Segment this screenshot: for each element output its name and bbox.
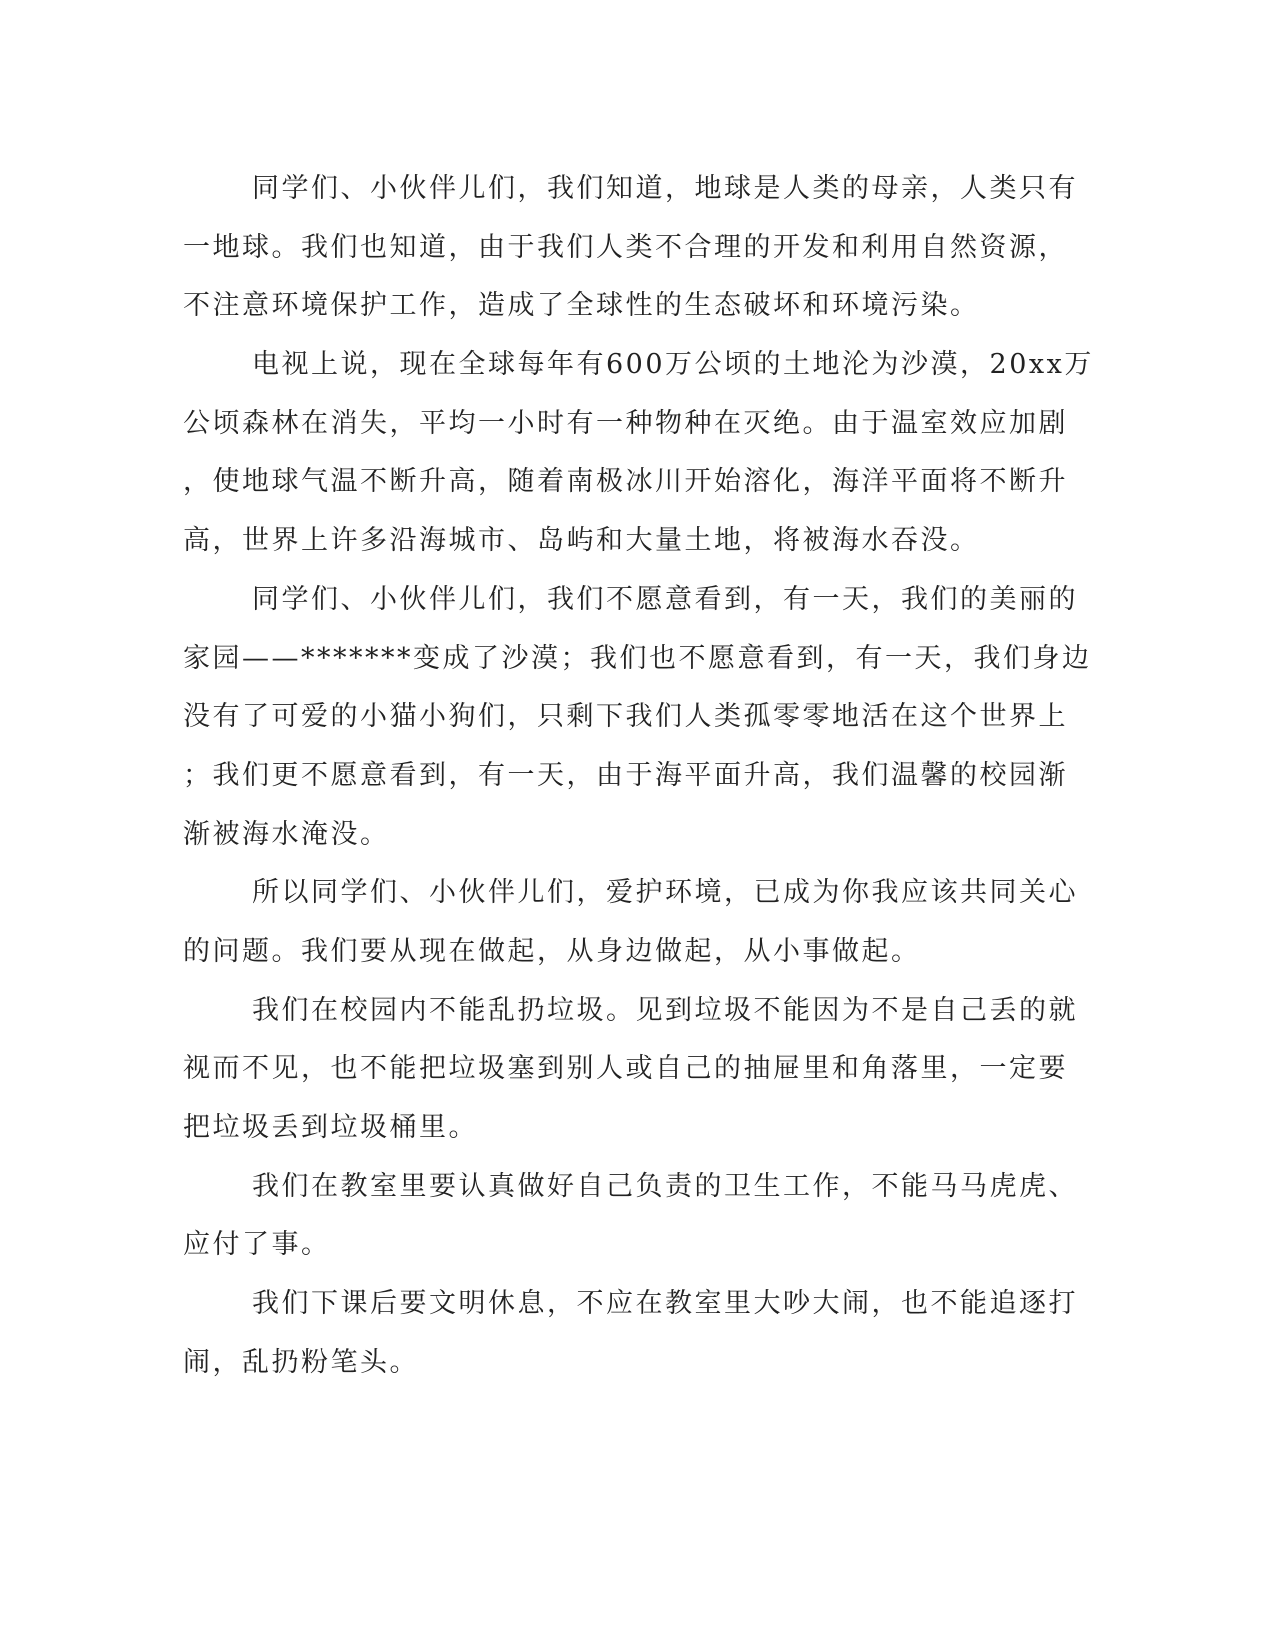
text-line: 家园——*******变成了沙漠；我们也不愿意看到，有一天，我们身边	[183, 642, 1092, 674]
text-line: 把垃圾丢到垃圾桶里。	[183, 1112, 478, 1143]
text-line: 我们下课后要文明休息，不应在教室里大吵大闹，也不能追逐打	[252, 1288, 1078, 1320]
text-line: 我们在教室里要认真做好自己负责的卫生工作，不能马马虎虎、	[252, 1170, 1078, 1202]
text-line: 我们在校园内不能乱扔垃圾。见到垃圾不能因为不是自己丢的就	[252, 994, 1078, 1026]
text-line: 没有了可爱的小猫小狗们，只剩下我们人类孤零零地活在这个世界上	[183, 701, 1068, 733]
text-line: ；我们更不愿意看到，有一天，由于海平面升高，我们温馨的校园渐	[183, 759, 1068, 791]
text-line: 公顷森林在消失，平均一小时有一种物种在灭绝。由于温室效应加剧	[183, 407, 1068, 439]
document-body	[183, 160, 1094, 1392]
text-line: ，使地球气温不断升高，随着南极冰川开始溶化，海洋平面将不断升	[183, 466, 1068, 498]
text-line: 同学们、小伙伴儿们，我们不愿意看到，有一天，我们的美丽的	[252, 583, 1078, 615]
text-line: 应付了事。	[183, 1229, 331, 1261]
text-line: 闹，乱扔粉笔头。	[183, 1346, 419, 1378]
text-line: 渐被海水淹没。	[183, 818, 390, 850]
text-line: 高，世界上许多沿海城市、岛屿和大量土地，将被海水吞没。	[183, 525, 980, 557]
text-line: 不注意环境保护工作，造成了全球性的生态破坏和环境污染。	[183, 290, 980, 322]
text-line: 的问题。我们要从现在做起，从身边做起，从小事做起。	[183, 935, 921, 967]
text-line: 一地球。我们也知道，由于我们人类不合理的开发和利用自然资源，	[183, 231, 1068, 263]
text-line: 电视上说，现在全球每年有600万公顷的土地沦为沙漠，20xx万	[252, 349, 1094, 381]
text-line: 所以同学们、小伙伴儿们，爱护环境，已成为你我应该共同关心	[252, 877, 1078, 909]
text-line: 同学们、小伙伴儿们，我们知道，地球是人类的母亲，人类只有	[252, 173, 1078, 204]
text-line: 视而不见，也不能把垃圾塞到别人或自己的抽屉里和角落里，一定要	[183, 1053, 1068, 1085]
